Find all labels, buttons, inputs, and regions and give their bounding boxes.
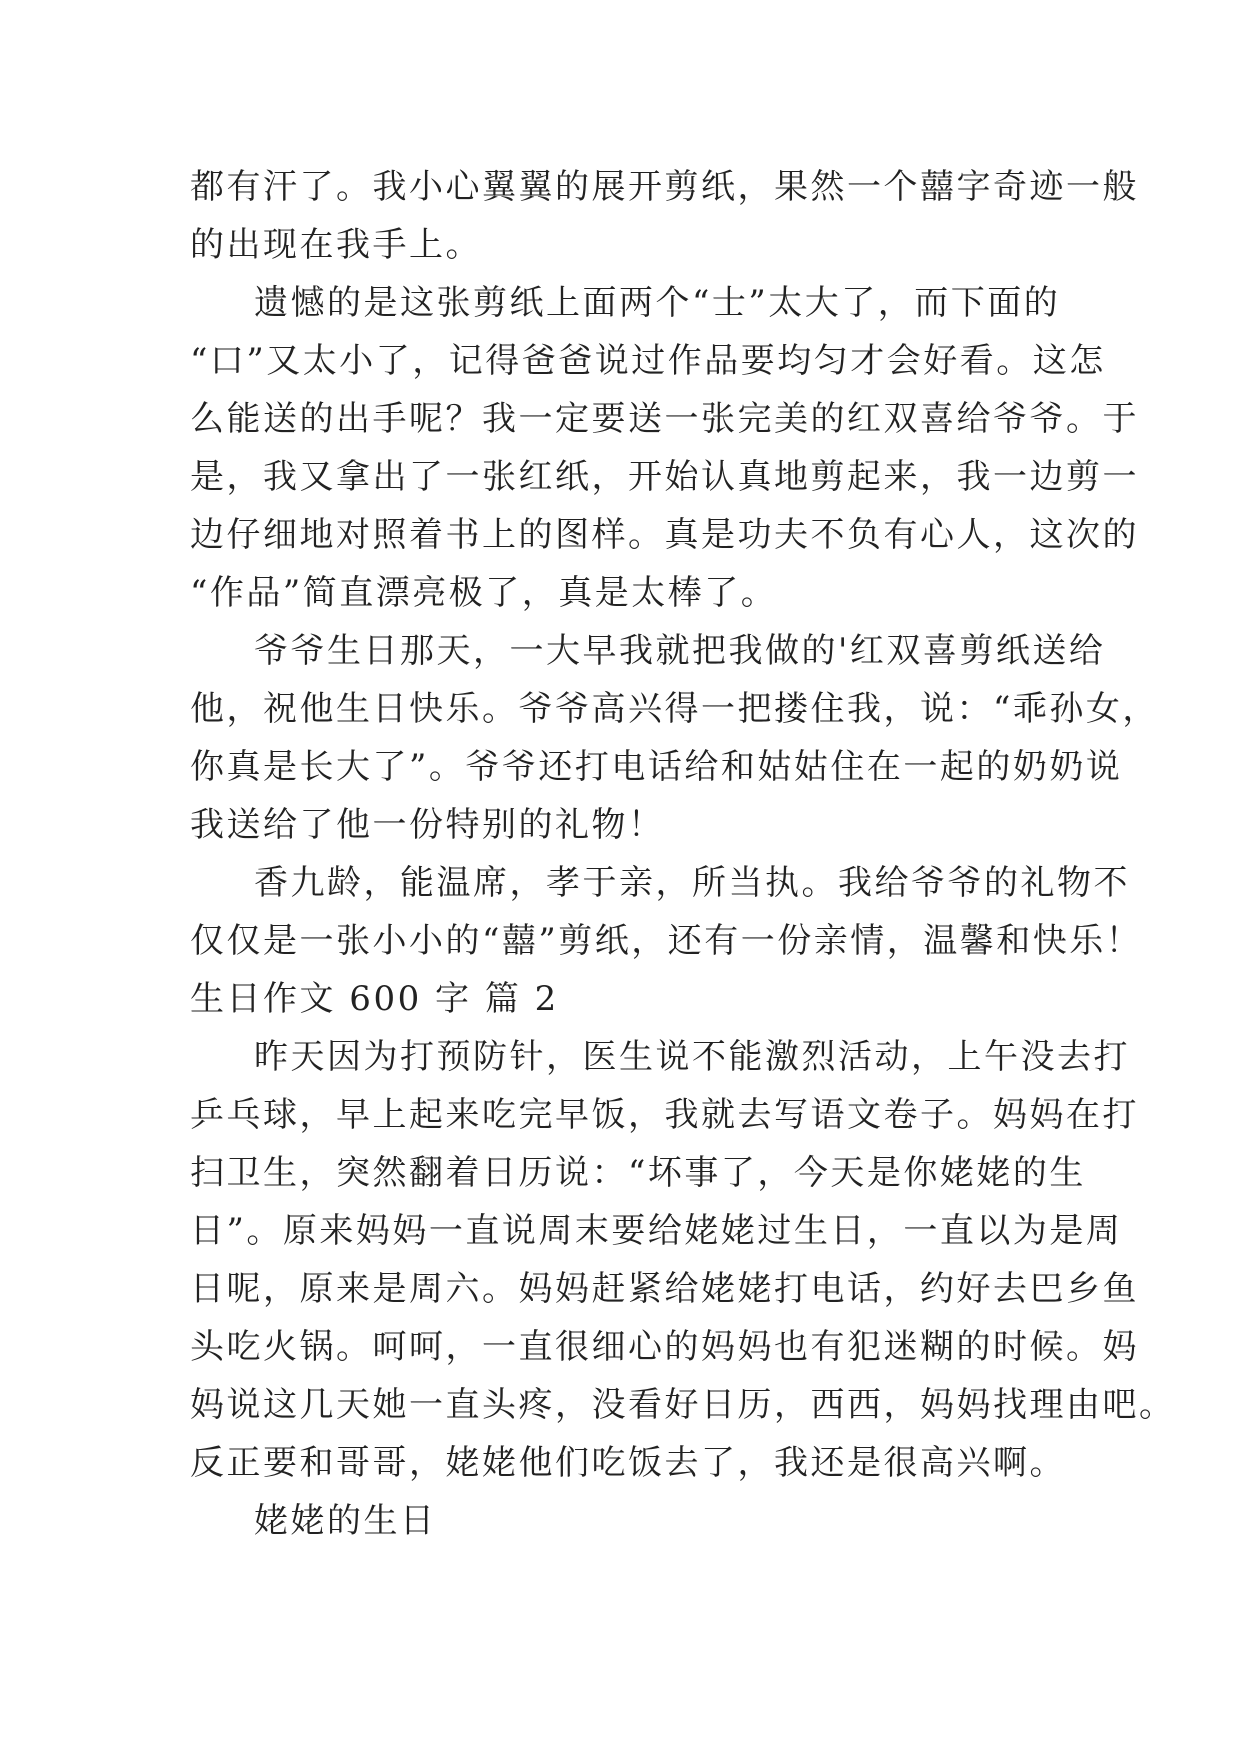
paragraph-start-line: 昨天因为打预防针，医生说不能激烈活动，上午没去打	[254, 1037, 1130, 1077]
text-line: 你真是长大了”。爷爷还打电话给和姑姑住在一起的奶奶说	[190, 747, 1123, 787]
section-heading: 生日作文 600 字 篇 2	[190, 979, 559, 1019]
text-line: 反正要和哥哥，姥姥他们吃饭去了，我还是很高兴啊。	[190, 1443, 1066, 1483]
text-line: 仅仅是一张小小的“囍”剪纸，还有一份亲情，温馨和快乐！	[190, 921, 1143, 961]
text-line: 妈说这几天她一直头疼，没看好日历，西西，妈妈找理由吧。	[190, 1385, 1176, 1425]
paragraph-start-line: 爷爷生日那天，一大早我就把我做的'红双喜剪纸送给	[254, 631, 1106, 671]
text-line: 都有汗了。我小心翼翼的展开剪纸，果然一个囍字奇迹一般	[190, 167, 1139, 207]
text-line: 头吃火锅。呵呵，一直很细心的妈妈也有犯迷糊的时候。妈	[190, 1327, 1139, 1367]
text-line: 他，祝他生日快乐。爷爷高兴得一把搂住我，说：“乖孙女，	[190, 689, 1159, 729]
paragraph-start-line: 姥姥的生日	[254, 1501, 437, 1541]
text-line: “口”又太小了，记得爸爸说过作品要均匀才会好看。这怎	[190, 341, 1106, 381]
text-line: 么能送的出手呢？我一定要送一张完美的红双喜给爷爷。于	[190, 399, 1139, 439]
text-line: 是，我又拿出了一张红纸，开始认真地剪起来，我一边剪一	[190, 457, 1139, 497]
text-line: “作品”简直漂亮极了，真是太棒了。	[190, 573, 778, 613]
text-line: 我送给了他一份特别的礼物！	[190, 805, 665, 845]
text-line: 边仔细地对照着书上的图样。真是功夫不负有心人，这次的	[190, 515, 1139, 555]
text-line: 扫卫生，突然翻着日历说：“坏事了，今天是你姥姥的生	[190, 1153, 1086, 1193]
text-line: 日呢，原来是周六。妈妈赶紧给姥姥打电话，约好去巴乡鱼	[190, 1269, 1139, 1309]
paragraph-start-line: 香九龄，能温席，孝于亲，所当执。我给爷爷的礼物不	[254, 863, 1130, 903]
text-line: 日”。原来妈妈一直说周末要给姥姥过生日，一直以为是周	[190, 1211, 1123, 1251]
paragraph-start-line: 遗憾的是这张剪纸上面两个“士”太大了，而下面的	[254, 283, 1061, 323]
text-line: 的出现在我手上。	[190, 225, 482, 265]
text-line: 乒乓球，早上起来吃完早饭，我就去写语文卷子。妈妈在打	[190, 1095, 1139, 1135]
